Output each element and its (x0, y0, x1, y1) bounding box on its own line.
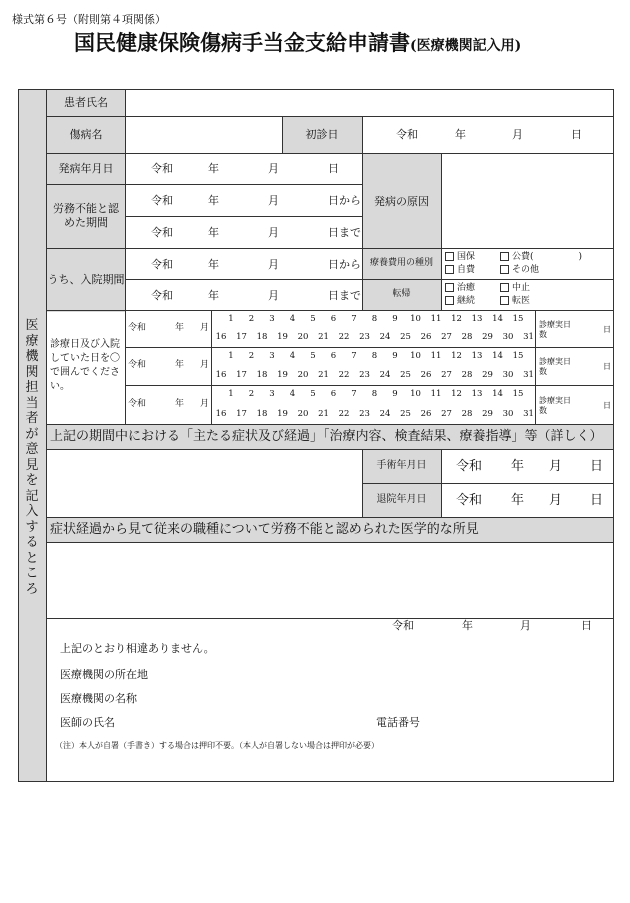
hosp-from-suffix: 日から (328, 258, 361, 271)
calendar-era: 令和 (128, 360, 147, 370)
calendar-day: 17 (236, 409, 247, 419)
calendar-day: 1 (228, 351, 234, 361)
calendar-day: 11 (430, 314, 442, 324)
calendar-row (125, 385, 614, 424)
calendar-day: 25 (400, 370, 411, 380)
calendar-day: 23 (359, 370, 370, 380)
calendar-day: 2 (248, 351, 255, 361)
calendar-era: 令和 (128, 323, 147, 333)
calendar-day: 22 (338, 409, 350, 419)
facility-address-label: 医療機関の所在地 (60, 668, 148, 681)
calendar-day: 26 (420, 409, 432, 419)
incapacity-from-suffix: 日から (328, 194, 361, 207)
calendar-day: 8 (371, 389, 378, 399)
calendar-day: 31 (523, 409, 534, 419)
calendar-day: 6 (330, 351, 337, 361)
actual-days-unit: 日 (603, 325, 611, 334)
calendar-day: 11 (430, 351, 442, 361)
cost-option-jihi[interactable]: 自費 (445, 265, 475, 275)
calendar-day: 3 (269, 351, 275, 361)
calendar-day: 24 (379, 409, 391, 419)
calendar-month-unit: 月 (200, 399, 210, 409)
calendar-day: 4 (289, 351, 296, 361)
hosp-until-suffix: 日まで (328, 289, 361, 302)
calendar-day: 10 (410, 389, 421, 399)
calendar-day: 16 (215, 370, 227, 380)
cost-option-kokuho[interactable]: 国保 (445, 252, 475, 262)
checkbox-icon (445, 296, 454, 305)
cost-option-other[interactable]: その他 (500, 265, 539, 275)
calendar-day: 20 (297, 370, 309, 380)
first-visit-era: 令和 (396, 128, 418, 141)
calendar-day: 18 (256, 370, 268, 380)
calendar-day: 19 (277, 370, 288, 380)
calendar-day: 5 (310, 389, 316, 399)
calendar-day: 2 (248, 389, 255, 399)
calendar-day: 21 (318, 332, 329, 342)
calendar-day: 5 (310, 314, 316, 324)
calendar-day: 16 (215, 332, 227, 342)
calendar-day: 29 (482, 370, 493, 380)
calendar-day: 3 (269, 314, 275, 324)
calendar-day: 19 (277, 332, 288, 342)
calendar-row (125, 347, 614, 385)
first-visit-day-unit: 日 (571, 128, 582, 141)
calendar-day: 1 (228, 389, 234, 399)
hosp-from-era: 令和 (151, 258, 173, 271)
onset-cause-label: 発病の原因 (374, 195, 429, 208)
onset-month-unit: 月 (268, 162, 279, 175)
incapacity-until-suffix: 日まで (328, 226, 361, 239)
first-visit-year-unit: 年 (455, 128, 466, 141)
incapacity-from-year-unit: 年 (208, 194, 219, 207)
discharge-date-label: 退院年月日 (376, 494, 427, 505)
calendar-day: 26 (420, 370, 432, 380)
calendar-era: 令和 (128, 399, 147, 409)
sign-year-unit: 年 (462, 619, 473, 632)
disease-name-label: 傷病名 (69, 128, 103, 141)
calendar-day: 20 (297, 332, 309, 342)
opinion-heading: 症状経過から見て従来の職種について労務不能と認められた医学的な所見 (50, 522, 479, 537)
calendar-day: 15 (512, 351, 524, 361)
calendar-row (125, 310, 614, 347)
calendar-day: 25 (400, 332, 411, 342)
sign-month-unit: 月 (520, 619, 531, 632)
calendar-year-unit: 年 (175, 360, 185, 370)
calendar-day: 27 (441, 332, 452, 342)
patient-name-label: 患者氏名 (64, 96, 108, 109)
calendar-day: 26 (420, 332, 432, 342)
calendar-day: 14 (492, 351, 503, 361)
cost-option-kohi[interactable]: 公費( ) (500, 252, 582, 262)
outcome-option-cured[interactable]: 治癒 (445, 283, 475, 293)
calendar-day: 6 (330, 314, 337, 324)
calendar-day: 3 (269, 389, 275, 399)
calendar-day: 30 (502, 332, 514, 342)
first-visit-month-unit: 月 (512, 128, 523, 141)
incapacity-from-era: 令和 (151, 194, 173, 207)
calendar-day: 9 (392, 351, 398, 361)
incapacity-until-era: 令和 (151, 226, 173, 239)
calendar-month-unit: 月 (200, 360, 210, 370)
form-number: 様式第６号（附則第４項関係） (12, 13, 166, 26)
calendar-day: 2 (248, 314, 255, 324)
hosp-until-year-unit: 年 (208, 289, 219, 302)
note-text: （注）本人が自署（手書き）する場合は押印不要。（本人が自署しない場合は押印が必要） (55, 741, 379, 750)
calendar-day: 8 (371, 314, 378, 324)
incapacity-period-label: 労務不能と認めた期間 (53, 202, 119, 229)
title-main: 国民健康保険傷病手当金支給申請書 (74, 30, 410, 55)
calendar-day: 30 (502, 409, 514, 419)
calendar-day: 13 (471, 314, 483, 324)
incapacity-until-year-unit: 年 (208, 226, 219, 239)
calendar-day: 7 (351, 389, 357, 399)
calendar-day: 17 (236, 332, 247, 342)
checkbox-icon (445, 265, 454, 274)
calendar-day: 25 (400, 409, 411, 419)
calendar-day: 4 (289, 314, 296, 324)
calendar-day: 19 (277, 409, 288, 419)
calendar-day: 14 (492, 314, 503, 324)
incapacity-until-month-unit: 月 (268, 226, 279, 239)
calendar-day: 23 (359, 332, 370, 342)
outcome-label: 転帰 (392, 289, 411, 299)
calendar-day: 31 (523, 332, 534, 342)
calendar-day: 28 (461, 409, 473, 419)
calendar-day: 23 (359, 409, 370, 419)
checkbox-icon (500, 252, 509, 261)
sign-era: 令和 (392, 619, 414, 632)
actual-days-label: 診療実日数 (539, 357, 571, 376)
calendar-day: 18 (256, 332, 268, 342)
calendar-day: 4 (289, 389, 296, 399)
onset-year-unit: 年 (208, 162, 219, 175)
calendar-day: 24 (379, 370, 391, 380)
visit-days-label: 診療日及び入院していた日を〇で囲んでください。 (50, 339, 120, 392)
calendar-day: 21 (318, 409, 329, 419)
checkbox-icon (445, 283, 454, 292)
calendar-day: 28 (461, 370, 473, 380)
first-visit-label: 初診日 (305, 128, 339, 141)
calendar-day: 13 (471, 351, 483, 361)
calendar-day: 30 (502, 370, 514, 380)
actual-days-label: 診療実日数 (539, 320, 571, 339)
outcome-option-continued[interactable]: 継続 (445, 296, 475, 306)
checkbox-icon (500, 283, 509, 292)
calendar-day: 5 (310, 351, 316, 361)
surgery-date-label: 手術年月日 (376, 460, 427, 471)
calendar-month-unit: 月 (200, 323, 210, 333)
hosp-from-year-unit: 年 (208, 258, 219, 271)
surgery-year-unit: 年 (511, 459, 525, 474)
onset-day-unit: 日 (328, 162, 339, 175)
calendar-day: 12 (451, 351, 462, 361)
calendar-day: 11 (430, 389, 442, 399)
title-sub: (医療機関記入用) (410, 38, 522, 54)
onset-date-label: 発病年月日 (58, 162, 114, 175)
calendar-day: 29 (482, 409, 493, 419)
course-heading: 上記の期間中における「主たる症状及び経過」「治療内容、検査結果、療養指導」等（詳しく） (50, 429, 603, 444)
calendar-day: 12 (451, 389, 462, 399)
calendar-day: 22 (338, 332, 350, 342)
discharge-month-unit: 月 (549, 493, 563, 508)
calendar-day: 28 (461, 332, 473, 342)
surgery-day-unit: 日 (590, 459, 604, 474)
calendar-day: 17 (236, 370, 247, 380)
sign-day-unit: 日 (581, 619, 592, 632)
calendar-day: 27 (441, 409, 452, 419)
side-label: 医療機関担当者が意見を記入するところ (25, 318, 39, 597)
calendar-day: 7 (351, 314, 357, 324)
calendar-year-unit: 年 (175, 399, 185, 409)
doctor-name-label: 医師の氏名 (60, 716, 115, 729)
hospitalization-period-label: うち、入院期間 (47, 273, 125, 286)
facility-name-label: 医療機関の名称 (60, 692, 137, 705)
calendar-day: 12 (451, 314, 462, 324)
calendar-day: 6 (330, 389, 337, 399)
actual-days-label: 診療実日数 (539, 396, 571, 415)
outcome-option-stopped[interactable]: 中止 (500, 283, 530, 293)
hosp-until-month-unit: 月 (268, 289, 279, 302)
calendar-day: 13 (471, 389, 483, 399)
calendar-day: 21 (318, 370, 329, 380)
calendar-day: 15 (512, 389, 524, 399)
calendar-day: 14 (492, 389, 503, 399)
checkbox-icon (445, 252, 454, 261)
onset-era: 令和 (151, 162, 173, 175)
discharge-day-unit: 日 (590, 493, 604, 508)
calendar-day: 31 (523, 370, 534, 380)
calendar-day: 8 (371, 351, 378, 361)
calendar-year-unit: 年 (175, 323, 185, 333)
hosp-from-month-unit: 月 (268, 258, 279, 271)
outcome-option-transferred[interactable]: 転医 (500, 296, 530, 306)
actual-days-unit: 日 (603, 401, 611, 410)
surgery-month-unit: 月 (549, 459, 563, 474)
phone-label: 電話番号 (376, 716, 420, 729)
calendar-day: 10 (410, 314, 421, 324)
calendar-day: 15 (512, 314, 524, 324)
cost-type-label: 療養費用の種別 (369, 258, 433, 268)
calendar-day: 22 (338, 370, 350, 380)
calendar-day: 10 (410, 351, 421, 361)
calendar-day: 20 (297, 409, 309, 419)
calendar-day: 7 (351, 351, 357, 361)
checkbox-icon (500, 265, 509, 274)
page-title (74, 32, 521, 53)
calendar-day: 29 (482, 332, 493, 342)
calendar-day: 9 (392, 389, 398, 399)
calendar-day: 27 (441, 370, 452, 380)
calendar-day: 18 (256, 409, 268, 419)
calendar-day: 16 (215, 409, 227, 419)
calendar-day: 1 (228, 314, 234, 324)
surgery-era: 令和 (456, 459, 483, 474)
certify-text: 上記のとおり相違ありません。 (60, 642, 215, 655)
incapacity-from-month-unit: 月 (268, 194, 279, 207)
checkbox-icon (500, 296, 509, 305)
hosp-until-era: 令和 (151, 289, 173, 302)
calendar-day: 9 (392, 314, 398, 324)
discharge-era: 令和 (456, 493, 483, 508)
calendar-day: 24 (379, 332, 391, 342)
actual-days-unit: 日 (603, 362, 611, 371)
discharge-year-unit: 年 (511, 493, 525, 508)
